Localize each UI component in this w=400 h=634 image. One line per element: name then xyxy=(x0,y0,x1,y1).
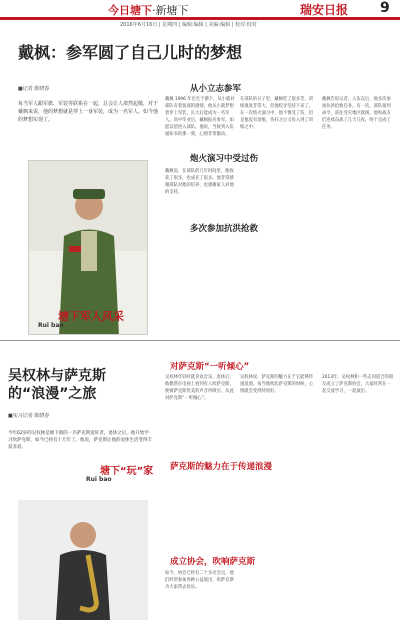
story1-headline: 戴枫：参军圆了自己儿时的梦想 xyxy=(18,43,243,62)
page-number: 9 xyxy=(380,0,390,16)
story1-lead: 每当军人跟军旗、军装等联系在一起，总会让人肃然起敬，对于戴枫来说，他的梦想就是穿上一身军装，成为一名军人。如今他的梦想实现了。 xyxy=(18,101,159,123)
section-name-black: ·新塘下 xyxy=(152,4,189,17)
story1-col-3: 戴枫告诉记者，入伍以后，他多次参加抗洪抢救任务。有一次，部队接到命令，前往受灾地区救援，他和战友们连续奋战了几天几夜，终于完成了任务。 xyxy=(322,97,391,130)
story2-col-4: 如今，协会已经有二十多名会员，他们经常参加各种公益演出，用萨克斯为大家带去快乐。 xyxy=(165,571,234,590)
story2-byline: ■实习记者 陈晓春 xyxy=(8,413,50,419)
newspaper-masthead: 瑞安日报 xyxy=(300,3,349,17)
header-rule xyxy=(0,17,400,20)
story2-column-logo: 塘下“玩”家 xyxy=(100,466,154,477)
story1-col-2: 在部队的日子里，戴枫吃了很多苦，训练强度非常大，但他咬牙坚持下来了。在一次炮火演习中，他不慎受了伤，但是他没有退缩，伤好之后又投入到了训练之中。 xyxy=(240,97,314,130)
page-header xyxy=(0,0,400,17)
story1-logo-sub: Rui bao xyxy=(38,322,64,329)
story2-subhead-2: 萨克斯的魅力在于传递浪漫 xyxy=(170,462,273,472)
story1-col-1: 戴枫 1996 年出生于塘下，从小就对部队有着很深的感情。他从小就梦想着穿上军装，长大后能成为一名军人。高中毕业后，戴枫报名参军，如愿以偿进入部队。他说，当接到入伍通知书的那一刻，心情非常激动。 xyxy=(165,97,235,137)
dateline: 2016年6月16日 | 星期四 | 编辑:编辑 | 美编:编辑 | 校对:校对 xyxy=(120,22,257,28)
story2-headline: 吴权林与萨克斯的“浪漫”之旅 xyxy=(8,368,106,402)
story1-byline: ■记者 陈晓春 xyxy=(18,86,50,92)
section-name-red: 今日塘下 xyxy=(108,4,152,17)
story1-subhead-3: 多次参加抗洪抢救 xyxy=(190,224,259,234)
story2-subhead-1: 对萨克斯“一听倾心” xyxy=(170,362,250,372)
story1-subhead-2: 炮火演习中受过伤 xyxy=(190,154,259,164)
story-divider xyxy=(0,340,400,341)
story1-subhead-1: 从小立志参军 xyxy=(190,84,242,94)
story1-col-4: 戴枫说，在部队的几年时间里，他收获了很多，也成长了很多。他非常感谢部队对他的培养，也感谢家人对他的支持。 xyxy=(165,169,234,195)
story2-lead: 今年62岁的吴权林是塘下镇的一名萨克斯爱好者，退休之后，他开始学习吹萨克斯，如今已经有十几年了。他说，萨克斯让他的退休生活变得丰富多彩。 xyxy=(8,431,152,450)
section-title xyxy=(108,2,189,18)
story2-logo-sub: Rui bao xyxy=(86,476,112,483)
story2-subhead-3: 成立协会，吹响萨克斯 xyxy=(170,557,256,567)
story2-col-2: 吴权林说，萨克斯的魅力在于它能够传递浪漫。每当他吹起萨克斯的时候，心情就会变得特别好。 xyxy=(240,375,314,394)
story2-col-3: 2013年，吴权林和一些志同道合的朋友成立了萨克斯协会，大家经常在一起交流学习，一起演出。 xyxy=(322,375,394,394)
story2-col-1: 吴权林年轻时就喜欢音乐，退休后，他偶然在电视上看到有人吹萨克斯，便被萨克斯优美的声音所吸引，从此对萨克斯“一听倾心”。 xyxy=(165,375,234,401)
saxophone-photo xyxy=(18,500,148,620)
story1-column-logo: 塘下军人风采 xyxy=(58,310,124,323)
